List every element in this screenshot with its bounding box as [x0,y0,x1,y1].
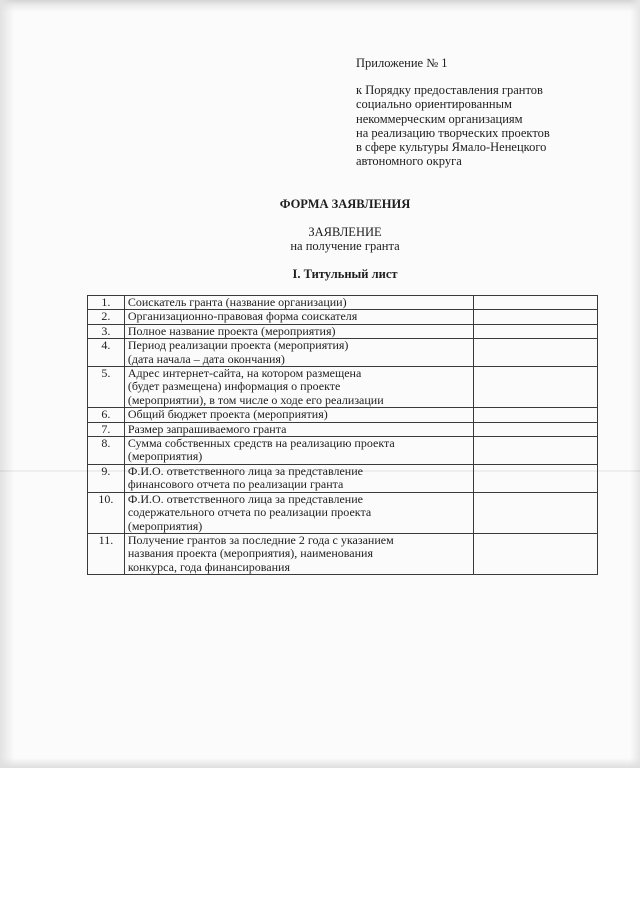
row-value-field[interactable] [474,464,598,492]
form-title: ФОРМА ЗАЯВЛЕНИЯ [279,197,411,211]
row-label-line: названия проекта (мероприятия), наименования [127,546,373,561]
appendix-line: в сфере культуры Ямало-Ненецкого [356,140,547,155]
table-row [88,339,598,367]
row-number: 11. [88,533,125,574]
row-label [124,367,473,408]
row-value-field[interactable] [474,437,598,465]
row-label-line: Адрес интернет-сайта, на котором размещена [127,366,362,381]
row-number: 10. [88,492,125,533]
appendix-line: к Порядку предоставления грантов [356,83,543,98]
row-number: 9. [88,464,125,492]
table-row [88,533,598,574]
row-number: 5. [88,367,125,408]
row-number: 6. [88,408,125,422]
row-label-line: Получение грантов за последние 2 года с указанием [127,532,394,547]
scan-right-edge [630,0,640,768]
row-label-line: Размер запрашиваемого гранта [127,421,287,436]
row-label [124,464,473,492]
table-row [88,492,598,533]
row-label-line: Период реализации проекта (мероприятия) [127,338,349,353]
table-row [88,422,598,436]
row-label-line: Сумма собственных средств на реализацию проекта [127,436,395,451]
scan-left-edge [0,0,14,768]
row-value-field[interactable] [474,296,598,310]
row-number: 4. [88,339,125,367]
row-label-line: (будет размещена) информация о проекте [127,379,341,394]
row-label [124,339,473,367]
row-label-line: (мероприятии), в том числе о ходе его реализации [127,392,384,407]
statement-heading [0,225,640,253]
statement-title: ЗАЯВЛЕНИЕ [308,225,382,239]
row-value-field[interactable] [474,324,598,338]
row-label [124,533,473,574]
row-number: 3. [88,324,125,338]
table-row [88,296,598,310]
row-label-line: (мероприятия) [127,449,203,464]
appendix-line: некоммерческим организациям [356,111,523,126]
row-number: 1. [88,296,125,310]
scan-top-shadow [0,0,640,12]
row-value-field[interactable] [474,339,598,367]
table-row [88,310,598,324]
row-label [124,296,473,310]
table-row [88,464,598,492]
row-value-field[interactable] [474,422,598,436]
table-row [88,367,598,408]
scan-bottom-edge [0,758,640,768]
appendix-line: социально ориентированным [356,97,512,112]
row-value-field[interactable] [474,408,598,422]
row-label [124,324,473,338]
row-number: 2. [88,310,125,324]
appendix-line: на реализацию творческих проектов [356,125,550,140]
statement-subtitle: на получение гранта [290,239,400,253]
title-sheet-table [87,295,598,575]
table-row [88,437,598,465]
row-label-line: Организационно-правовая форма соискателя [127,309,358,324]
row-label-line: (мероприятия) [127,518,203,533]
row-value-field[interactable] [474,310,598,324]
row-label [124,437,473,465]
row-label [124,492,473,533]
section-title: I. Титульный лист [292,267,398,281]
table-row [88,408,598,422]
row-value-field[interactable] [474,533,598,574]
row-label-line: Ф.И.О. ответственного лица за представление [127,463,363,478]
appendix-line: автономного округа [356,154,462,169]
row-label [124,422,473,436]
row-label-line: финансового отчета по реализации гранта [127,477,344,492]
row-value-field[interactable] [474,367,598,408]
appendix-title: Приложение № 1 [356,56,448,70]
row-label-line: Ф.И.О. ответственного лица за представление [127,491,363,506]
row-label-line: (дата начала – дата окончания) [127,351,285,366]
appendix-reference [356,56,550,168]
row-label-line: содержательного отчета по реализации проекта [127,505,372,520]
row-label-line: Общий бюджет проекта (мероприятия) [127,407,328,422]
table-row [88,324,598,338]
row-value-field[interactable] [474,492,598,533]
row-number: 7. [88,422,125,436]
row-label-line: Соискатель гранта (название организации) [127,295,347,309]
row-number: 8. [88,437,125,465]
row-label [124,408,473,422]
row-label-line: конкурса, года финансирования [127,559,290,574]
row-label [124,310,473,324]
row-label-line: Полное название проекта (мероприятия) [127,323,336,338]
